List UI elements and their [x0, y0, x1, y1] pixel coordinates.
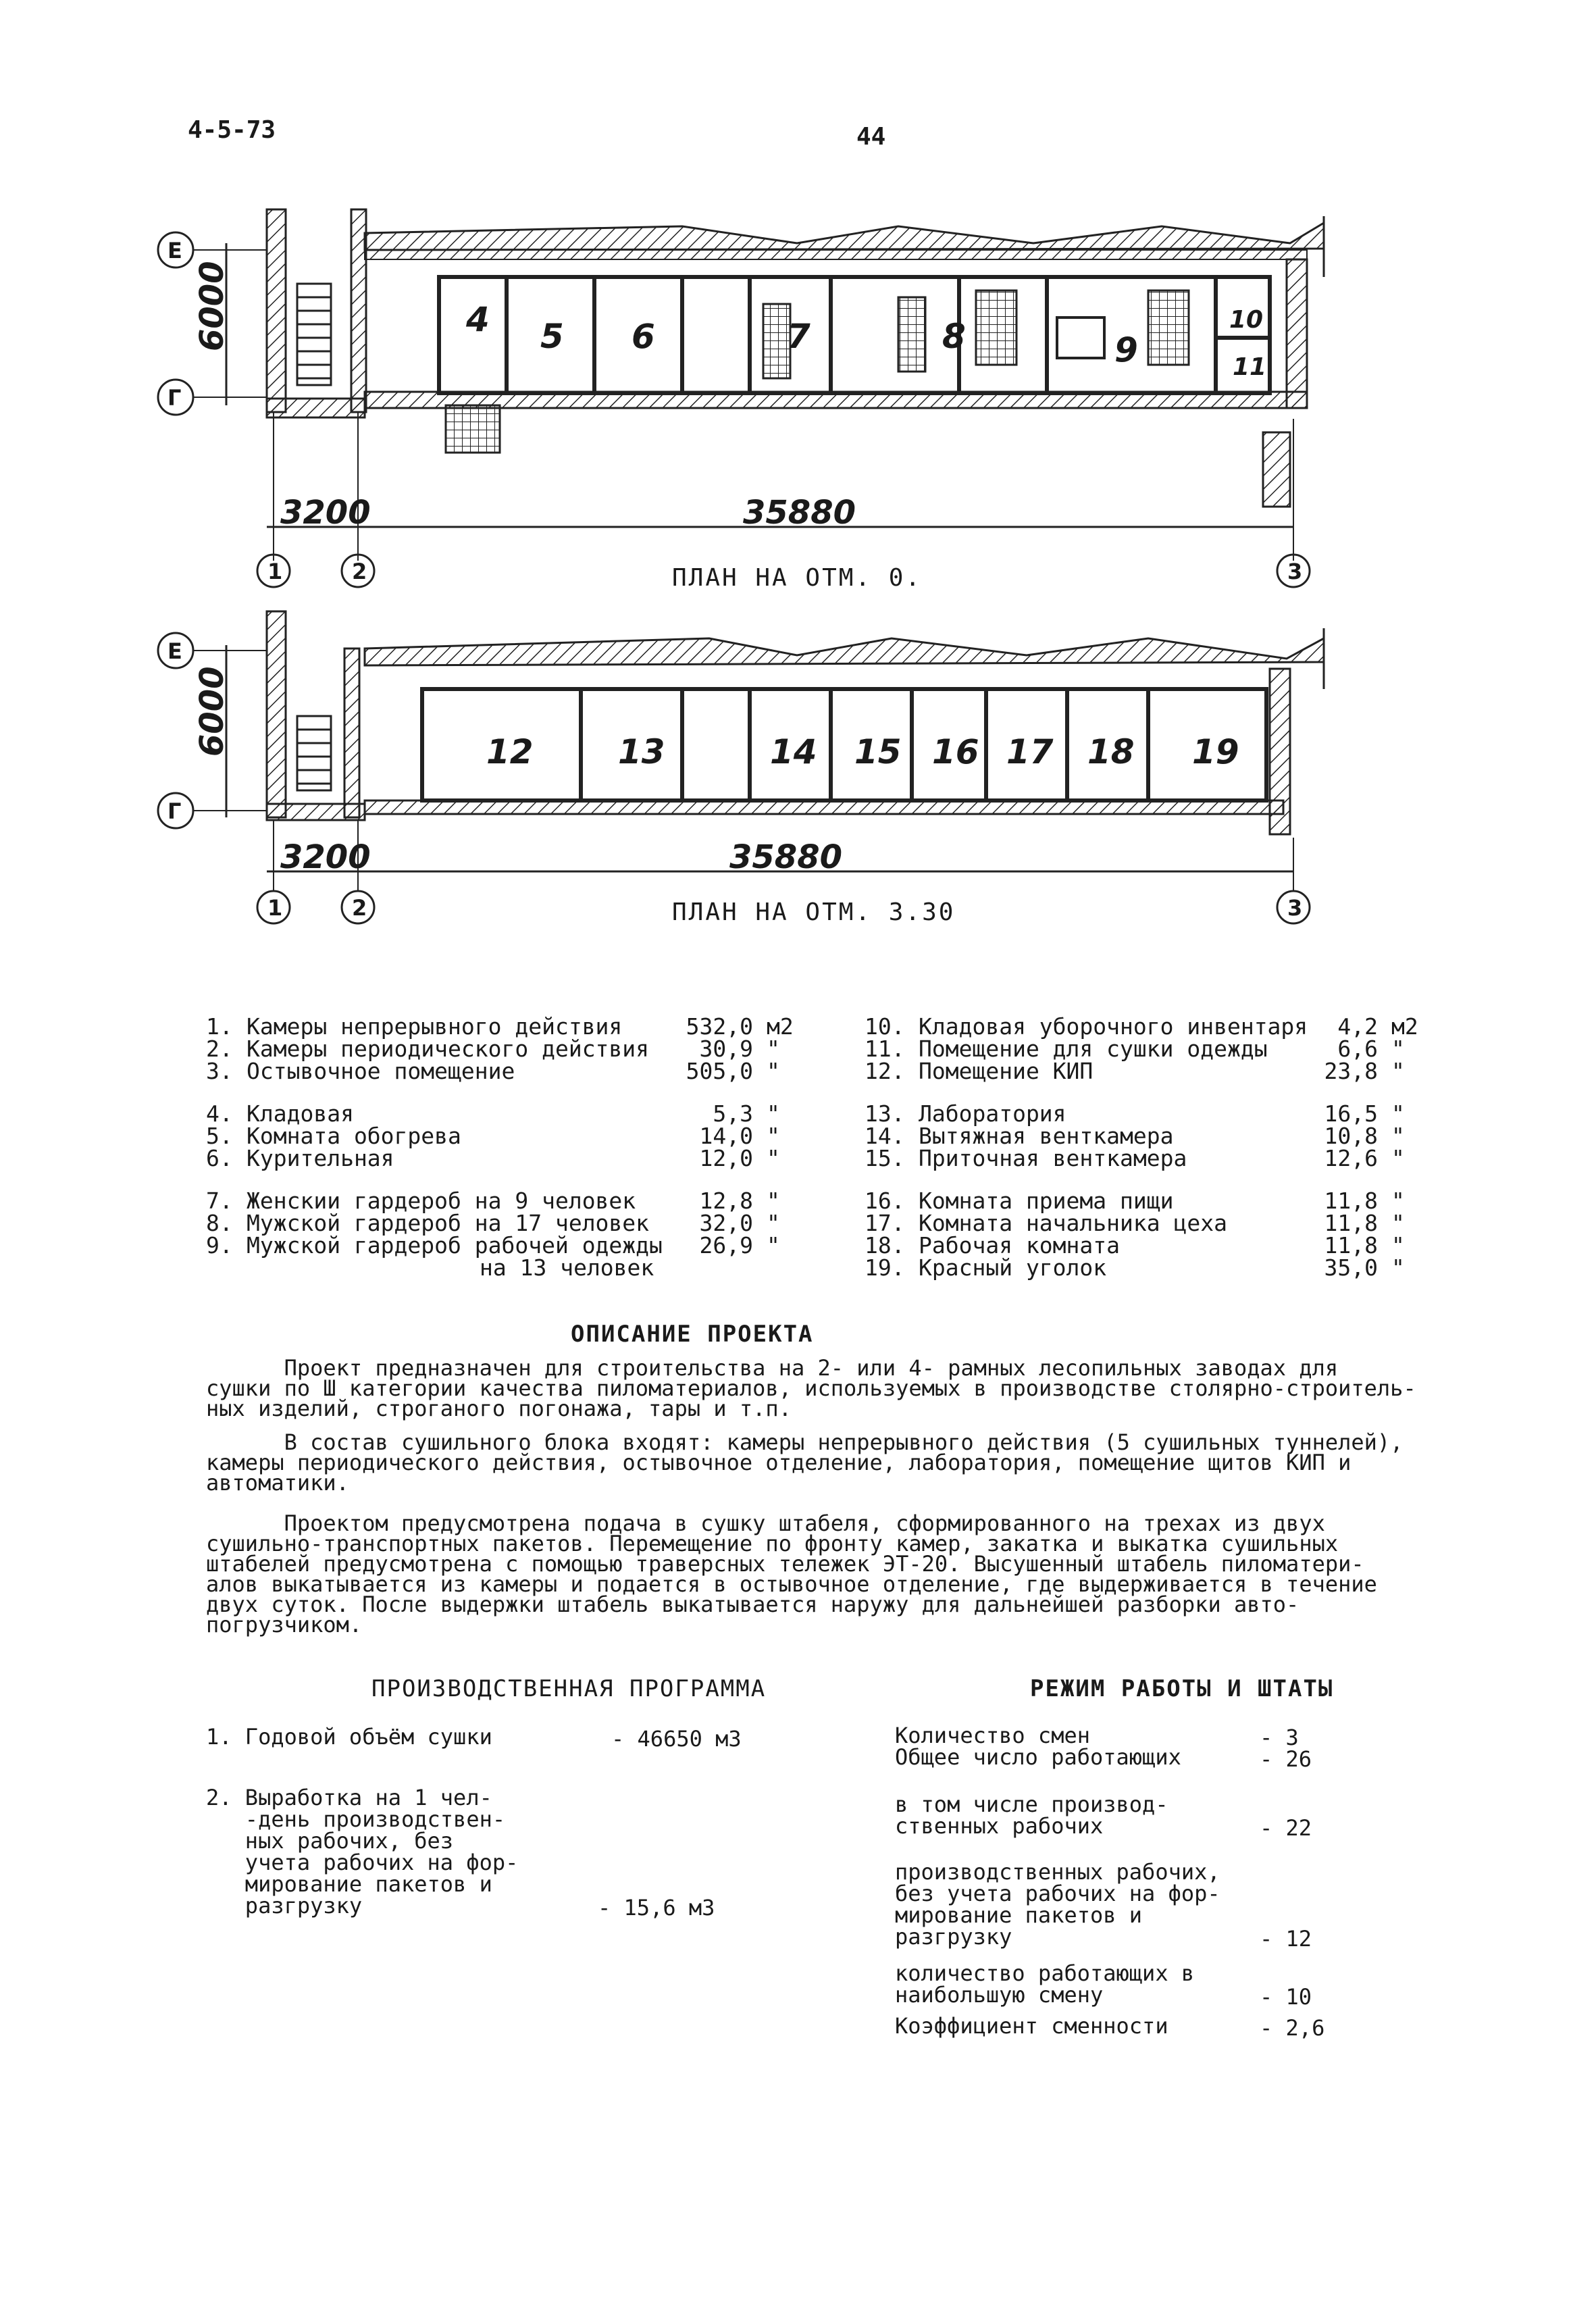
list-item: 16. Комната приема пищи 11,8 ": [865, 1188, 1405, 1214]
list-item: 17. Комната начальника цеха 11,8 ": [865, 1210, 1405, 1236]
staff-row: Общее число работающих: [895, 1744, 1181, 1770]
program-item-2: 2. Выработка на 1 чел- -день производствен- ных рабочих, без учета рабочих на фор- мирование пакетов и разгрузку: [206, 1785, 519, 1918]
room-label: 19: [1192, 732, 1239, 771]
stair-icon: [1263, 432, 1290, 507]
staff-row: производственных рабочих, без учета рабочих на фор- мирование пакетов и разгрузку: [895, 1859, 1220, 1950]
room-label: 12: [486, 732, 534, 771]
staff-title: РЕЖИМ РАБОТЫ И ШТАТЫ: [1030, 1675, 1334, 1702]
svg-text:1: 1: [267, 559, 283, 584]
room-label: 9: [1114, 330, 1138, 370]
list-item-continuation: на 13 человек: [480, 1254, 654, 1281]
program-item-1: 1. Годовой объём сушки: [206, 1724, 492, 1750]
svg-text:3: 3: [1287, 895, 1303, 921]
program-item-2-value: - 15,6 м3: [598, 1895, 715, 1921]
dimension-height: 6000: [193, 261, 231, 351]
svg-text:2: 2: [352, 559, 367, 584]
list-item: 7. Женскии гардероб на 9 человек 12,8 ": [206, 1188, 780, 1214]
room-label: 7: [787, 317, 810, 356]
roof-slab: [365, 223, 1324, 250]
list-item: 12. Помещение КИП 23,8 ": [865, 1058, 1405, 1084]
list-item: 18. Рабочая комната 11,8 ": [865, 1232, 1405, 1259]
dimension-height: 6000: [193, 666, 231, 757]
room-label: 10: [1229, 306, 1264, 334]
dimension-span-2: 35880: [743, 494, 856, 532]
program-title: ПРОИЗВОДСТВЕННАЯ ПРОГРАММА: [371, 1675, 767, 1702]
list-item: 4. Кладовая 5,3 ": [206, 1100, 780, 1127]
entrance-grate-icon: [446, 405, 500, 453]
staff-row: Количество смен: [895, 1723, 1090, 1748]
plan-title-upper: ПЛАН НА ОТМ. 3.30: [672, 898, 956, 926]
locker-icon: [976, 290, 1016, 365]
staff-value: - 3: [1260, 1725, 1299, 1750]
list-item: 19. Красный уголок 35,0 ": [865, 1254, 1405, 1281]
staff-row: в том числе производ- ственных рабочих: [895, 1791, 1168, 1839]
svg-text:3: 3: [1287, 559, 1303, 584]
list-item: 15. Приточная венткамера 12,6 ": [865, 1145, 1405, 1171]
room-list-left: [206, 1015, 814, 1279]
list-item: 14. Вытяжная венткамера 10,8 ": [865, 1123, 1405, 1149]
rooms-block: [422, 689, 1266, 800]
svg-text:Г: Г: [168, 385, 182, 411]
description-paragraph-2: В состав сушильного блока входят: камеры непрерывного действия (5 сушильных туннелей), камеры периодического действия, остывочное отделение, лаборатория, помещение щитов КИП и автоматики.: [206, 1429, 1404, 1496]
roof-slab: [365, 638, 1324, 665]
locker-icon: [1148, 290, 1189, 365]
list-item: 10. Кладовая уборочного инвентаря 4,2 м2: [865, 1013, 1418, 1040]
list-item: 2. Камеры периодического действия 30,9 ": [206, 1036, 780, 1062]
locker-icon: [898, 297, 925, 372]
svg-text:Г: Г: [168, 798, 182, 824]
locker-icon: [763, 304, 790, 378]
list-item: 6. Курительная 12,0 ": [206, 1145, 780, 1171]
description-paragraph-3: Проектом предусмотрена подача в сушку штабеля, сформированного на трехах из двух сушильно-транспортных пакетов. Перемещение по фронту камер, закатка и выкатка сушильных штабелей предусмотрена с помощью траверсных тележек ЭТ-20. Высушенный штабель пиломатери- алов выкатывается из камеры и подается в остывочное отделение, где выдерживается в течение двух суток. После выдержки штабель выкатывается наружу для дальнейшей разборки авто- погрузчиком.: [206, 1510, 1377, 1637]
staff-value: - 22: [1260, 1815, 1312, 1841]
room-label: 8: [942, 317, 966, 356]
svg-text:Е: Е: [168, 638, 182, 664]
room-label: 18: [1087, 732, 1135, 771]
list-item: 9. Мужской гардероб рабочей одежды 26,9 ": [206, 1232, 780, 1259]
room-label: 4: [466, 300, 490, 339]
room-label: 14: [770, 732, 817, 771]
list-item: 3. Остывочное помещение 505,0 ": [206, 1058, 780, 1084]
staff-value: - 26: [1260, 1746, 1312, 1772]
room-label: 5: [540, 317, 564, 356]
plan-upper-floor: [158, 611, 1324, 923]
list-item: 1. Камеры непрерывного действия 532,0 м2: [206, 1013, 794, 1040]
room-label: 17: [1006, 732, 1054, 771]
list-item: 13. Лаборатория 16,5 ": [865, 1100, 1405, 1127]
staff-value: - 10: [1260, 1984, 1312, 2010]
room-label: 16: [932, 732, 979, 771]
room-label: 15: [854, 732, 902, 771]
dimension-span-1: 3200: [280, 494, 371, 532]
plan-ground-floor: [158, 209, 1324, 587]
svg-text:Е: Е: [168, 238, 182, 263]
room-label: 11: [1233, 353, 1267, 381]
floor-plans-drawing: [0, 0, 1596, 973]
document-code: 4-5-73: [188, 116, 276, 144]
svg-text:1: 1: [267, 895, 283, 921]
room-label: 6: [632, 317, 655, 356]
description-title: ОПИСАНИЕ ПРОЕКТА: [571, 1321, 814, 1348]
room-label: 13: [618, 732, 665, 771]
description-paragraph-1: Проект предназначен для строительства на 2- или 4- рамных лесопильных заводах для сушки по Ш категории качества пиломатериалов, используемых в производстве столярно-строитель- ных изделий, строганого погонажа, тары и т.п.: [206, 1355, 1416, 1421]
page-number: 44: [856, 123, 886, 151]
staff-value: - 2,6: [1260, 2015, 1325, 2041]
dimension-span-2: 35880: [729, 838, 842, 876]
stair-icon: [297, 716, 331, 790]
room-list-right: [865, 1015, 1459, 1279]
outer-wall: [267, 209, 286, 412]
svg-text:2: 2: [352, 895, 367, 921]
list-item: 11. Помещение для сушки одежды 6,6 ": [865, 1036, 1405, 1062]
plan-title-ground: ПЛАН НА ОТМ. 0.: [672, 564, 923, 592]
stair-icon: [297, 284, 331, 385]
program-item-1-value: - 46650 м3: [611, 1726, 742, 1752]
list-item: 8. Мужской гардероб на 17 человек 32,0 ": [206, 1210, 780, 1236]
dimension-span-1: 3200: [280, 838, 371, 876]
staff-row: количество работающих в наибольшую смену: [895, 1960, 1195, 2008]
staff-value: - 12: [1260, 1926, 1312, 1952]
list-item: 5. Комната обогрева 14,0 ": [206, 1123, 780, 1149]
staff-row: Коэффициент сменности: [895, 2013, 1168, 2039]
